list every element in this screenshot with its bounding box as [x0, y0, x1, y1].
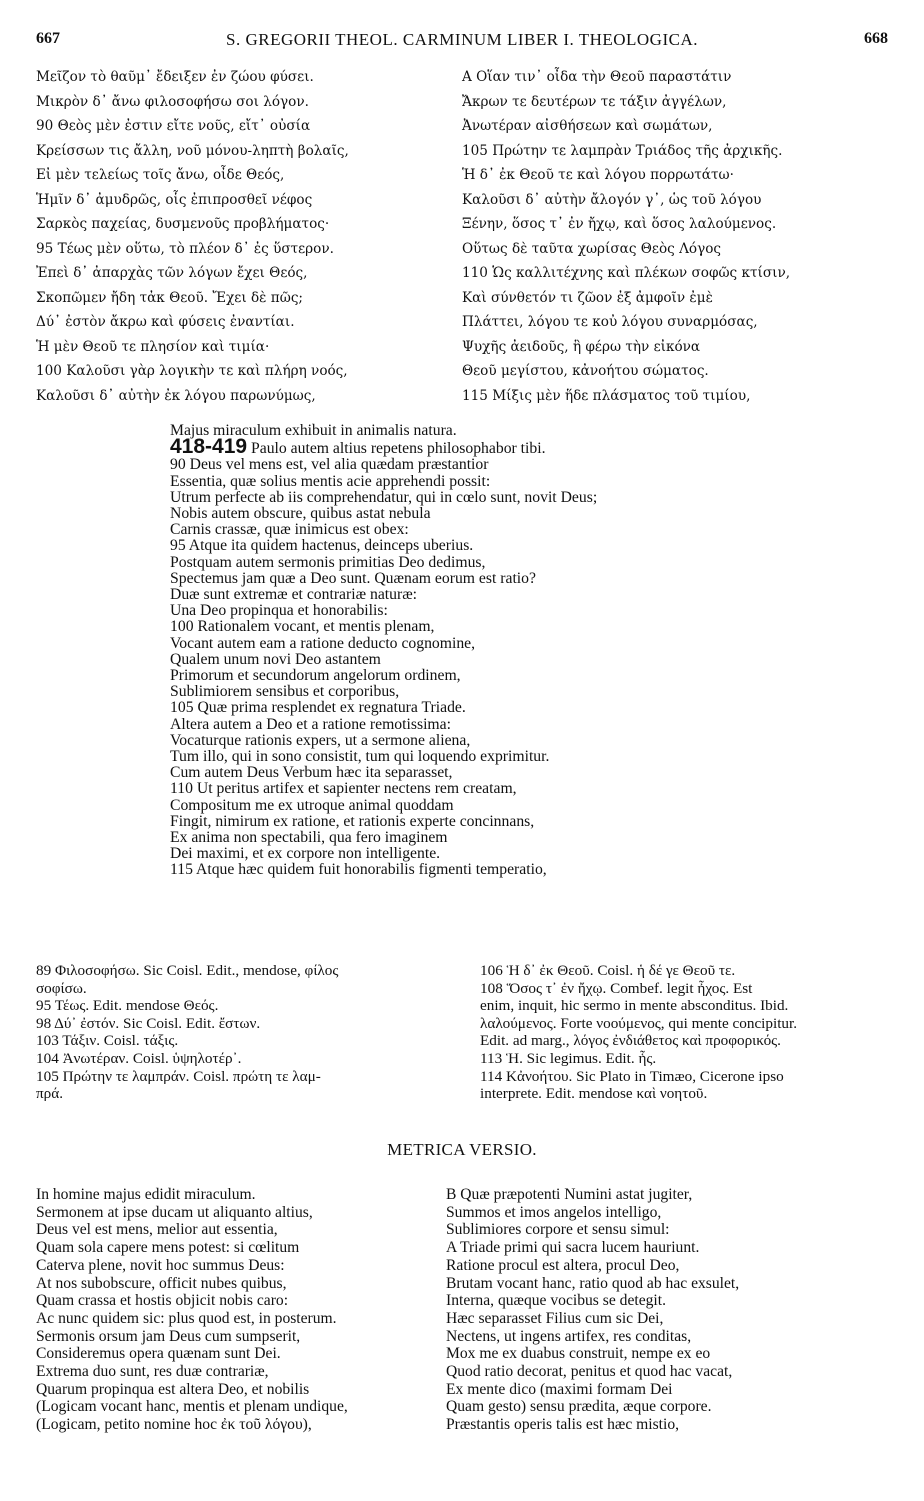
text-line: Καλοῦσι δ᾽ αὐτὴν ἄλογόν γ᾽, ὡς τοῦ λόγου — [462, 191, 762, 208]
text-line: Una Deo propinqua et honorabilis: — [170, 602, 388, 620]
text-line: 115 Μίξις μὲν ἥδε πλάσματος τοῦ τιμίου, — [462, 387, 751, 404]
text-line: 95 Atque ita quidem hactenus, deinceps uberius. — [170, 537, 474, 555]
latin-lines — [170, 457, 830, 878]
text-line: Sermonem at ipse ducam ut aliquanto altius, — [36, 1203, 313, 1221]
text-line: In homine majus edidit miraculum. — [36, 1186, 256, 1203]
text-line: Ἐπεὶ δ᾽ ἀπαρχὰς τῶν λόγων ἔχει Θεός, — [36, 265, 308, 281]
text-line: Summos et imos angelos intelligo, — [446, 1203, 662, 1221]
text-line: Ex anima non spectabili, qua fero imaginem — [170, 829, 448, 847]
text-line: 95 Τέως μὲν οὕτω, τὸ πλέον δ᾽ ἐς ὕστερον. — [36, 240, 334, 257]
text-line: Vocant autem eam a ratione deducto cognomine, — [170, 634, 476, 652]
text-line: 100 Καλοῦσι γὰρ λογικὴν τε καὶ πλήρη νοός, — [36, 363, 348, 379]
text-line: Interna, quæque vocibus se detegit. — [446, 1292, 666, 1310]
text-line: 115 Atque hæc quidem fuit honorabilis figmenti temperatio, — [170, 861, 547, 879]
text-line: enim, inquit, hic sermo in mente absconditus. Ibid. — [480, 997, 789, 1015]
footnotes-right-column — [480, 962, 900, 1103]
text-line: 113 Ἡ. Sic legimus. Edit. ἧς. — [480, 1049, 657, 1067]
text-line: Ἡμῖν δ᾽ ἀμυδρῶς, οἷς ἐπιπροσθεῖ νέφος — [36, 191, 313, 208]
text-line: Καλοῦσι δ᾽ αὐτὴν ἐκ λόγου παρωνύμως, — [36, 387, 316, 404]
latin-translation — [170, 423, 830, 879]
text-line: Μεῖζον τὸ θαῦμ᾽ ἔδειξεν ἐν ζώου φύσει. — [36, 69, 314, 85]
text-line: 104 Ἀνωτέραν. Coisl. ὑψηλοτέρ᾽. — [36, 1049, 242, 1067]
text-line: Deus vel est mens, melior aut essentia, — [36, 1221, 278, 1239]
text-line: Ex mente dico (maximi formam Dei — [446, 1380, 673, 1398]
text-line: Vocaturque rationis expers, ut a sermone aliena, — [170, 731, 471, 749]
text-line: Καὶ σύνθετόν τι ζῶον ἐξ ἀμφοῖν ἐμὲ — [462, 289, 713, 306]
text-line: Dei maximi, et ex corpore non intelligente. — [170, 845, 441, 863]
text-line: Consideremus opera quænam sunt Dei. — [36, 1345, 281, 1363]
text-line: 90 Θεὸς μὲν ἐστιν εἴτε νοῦς, εἴτ᾽ οὐσία — [36, 118, 311, 134]
text-line: Cum autem Deus Verbum hæc ita separasset, — [170, 764, 453, 782]
text-line: Sublimiorem sensibus et corporibus, — [170, 683, 400, 701]
text-line: 103 Τάξιν. Coisl. τάξις. — [36, 1032, 179, 1050]
text-line: Extrema duo sunt, res duæ contrariæ, — [36, 1363, 269, 1381]
text-line: 105 Πρώτην τε λαμπράν. Coisl. πρώτη τε λαμ- — [36, 1067, 321, 1085]
text-line: 100 Rationalem vocant, et mentis plenam, — [170, 618, 435, 636]
text-line: Σαρκὸς παχείας, δυσμενοῦς προβλήματος· — [36, 216, 330, 232]
text-line: Quod ratio decorat, penitus et quod hac vacat, — [446, 1363, 733, 1381]
text-line: Fingit, nimirum ex ratione, et rationis experte concinnans, — [170, 812, 535, 830]
text-line: (Logicam vocant hanc, mentis et plenam undique, — [36, 1398, 348, 1416]
greek-text-right-column — [462, 65, 912, 408]
latin-line-text: Paulo autem altius repetens philosophabor tibi. — [251, 440, 546, 458]
text-line: Ἡ μὲν Θεοῦ τε πλησίον καὶ τιμία· — [36, 338, 270, 355]
text-line: Qualem unum novi Deo astantem — [170, 650, 381, 668]
latin-line-with-column-number — [170, 435, 830, 459]
text-line: Ratione procul est altera, procul Deo, — [446, 1256, 680, 1274]
text-line: Σκοπῶμεν ἤδη τἀκ Θεοῦ. Ἔχει δὲ πῶς; — [36, 289, 304, 306]
text-line: Κρείσσων τις ἄλλη, νοῦ μόνου-ληπτὴ βολαῖς, — [36, 142, 349, 159]
greek-text-left-column — [36, 65, 446, 408]
text-line: 106 Ἡ δ᾽ ἐκ Θεοῦ. Coisl. ἡ δέ γε Θεοῦ τε. — [480, 962, 736, 979]
text-line: Primorum et secundorum angelorum ordinem, — [170, 667, 461, 685]
text-line: B Quæ præpotenti Numini astat jugiter, — [446, 1186, 693, 1203]
page-number-right: 668 — [864, 30, 888, 47]
text-line: Ἄκρων τε δευτέρων τε τάξιν ἀγγέλων, — [462, 93, 727, 110]
text-line: Compositum me ex utroque animal quoddam — [170, 796, 454, 814]
running-title: S. GREGORII THEOL. CARMINUM LIBER I. THEOLOGICA. — [226, 30, 698, 49]
text-line: Postquam autem sermonis primitias Deo dedimus, — [170, 553, 486, 571]
text-line: Carnis crassæ, quæ inimicus est obex: — [170, 521, 409, 539]
page-header — [0, 30, 924, 56]
text-line: Ἀνωτέραν αἰσθήσεων καὶ σωμάτων, — [462, 118, 713, 134]
latin-line: Majus miraculum exhibuit in animalis natura. — [170, 422, 457, 439]
text-line: Hæc separasset Filius cum sic Dei, — [446, 1309, 664, 1327]
text-line: Quam crassa et hostis objicit nobis caro: — [36, 1292, 289, 1310]
text-line: Εἰ μὲν τελείως τοῖς ἄνω, οἶδε Θεός, — [36, 167, 285, 183]
text-line: 108 Ὅσος τ᾽ ἐν ἤχῳ. Combef. legit ἦχος. Est — [480, 979, 753, 997]
text-line: Præstantis operis talis est hæc mistio, — [446, 1416, 680, 1434]
text-line: Μικρὸν δ᾽ ἄνω φιλοσοφήσω σοι λόγον. — [36, 93, 309, 110]
column-number: 418-419 — [170, 435, 248, 459]
text-line: Δύ᾽ ἐστὸν ἄκρω καὶ φύσεις ἐναντίαι. — [36, 314, 295, 330]
text-line: Θεοῦ μεγίστου, κἀνοήτου σώματος. — [462, 363, 709, 379]
text-line: Duæ sunt extremæ et contrariæ naturæ: — [170, 586, 418, 604]
text-line: (Logicam, petito nomine hoc ἐκ τοῦ λόγου), — [36, 1416, 312, 1434]
text-line: Quarum propinqua est altera Deo, et nobilis — [36, 1380, 310, 1398]
text-line: 89 Φιλοσοφήσω. Sic Coisl. Edit., mendose, φίλος — [36, 962, 339, 979]
text-line: Sermonis orsum jam Deus cum sumpserit, — [36, 1327, 301, 1345]
text-line: Utrum perfecte ab iis comprehendatur, qui in cœlo sunt, novit Deus; — [170, 488, 598, 506]
text-line: Ac nunc quidem sic: plus quod est, in posterum. — [36, 1309, 337, 1327]
text-line: Spectemus jam quæ a Deo sunt. Quænam eorum est ratio? — [170, 569, 536, 587]
text-line: A Οἵαν τιν᾽ οἶδα τὴν Θεοῦ παραστάτιν — [462, 69, 732, 85]
footnotes-left-column — [36, 962, 456, 1103]
text-line: Ξένην, ὅσος τ᾽ ἐν ἤχῳ, καὶ ὅσος λαλούμενος. — [462, 216, 777, 232]
text-line: 105 Quæ prima resplendet ex regnatura Triade. — [170, 699, 466, 717]
text-line: 110 Ὡς καλλιτέχνης καὶ πλέκων σοφῶς κτίσιν, — [462, 265, 791, 281]
text-line: 90 Deus vel mens est, vel alia quædam præstantior — [170, 456, 489, 474]
text-line: Nobis autem obscure, quibus astat nebula — [170, 505, 431, 523]
text-line: Quam sola capere mens potest: si cœlitum — [36, 1239, 300, 1257]
text-line: Caterva plene, novit hoc summus Deus: — [36, 1256, 285, 1274]
text-line: Altera autem a Deo et a ratione remotissima: — [170, 715, 451, 733]
text-line: Sublimiores corpore et sensu simul: — [446, 1221, 670, 1239]
text-line: Edit. ad marg., λόγος ἐνδιάθετος καὶ προφορικός. — [480, 1032, 781, 1050]
text-line: Nectens, ut ingens artifex, res conditas, — [446, 1327, 692, 1345]
text-line: At nos subobscure, officit nubes quibus, — [36, 1274, 287, 1292]
text-line: 98 Δύ᾽ ἐστόν. Sic Coisl. Edit. ἔστων. — [36, 1014, 261, 1032]
text-line: Οὕτως δὲ ταῦτα χωρίσας Θεὸς Λόγος — [462, 240, 721, 257]
text-line: λαλούμενος. Forte νοούμενος, qui mente concipitur. — [480, 1014, 798, 1032]
text-line: A Triade primi qui sacra lucem hauriunt. — [446, 1239, 700, 1257]
text-line: Ἡ δ᾽ ἐκ Θεοῦ τε καὶ λόγου πορρωτάτω· — [462, 167, 734, 183]
text-line: Quam gesto) sensu prædita, æque corpore. — [446, 1398, 712, 1416]
text-line: Tum illo, qui in sono consistit, tum qui loquendo exprimitur. — [170, 748, 550, 766]
text-line: 95 Τέως. Edit. mendose Θεός. — [36, 997, 219, 1015]
text-line: 105 Πρώτην τε λαμπρὰν Τριάδος τῆς ἀρχικῆς. — [462, 142, 783, 159]
text-line: 110 Ut peritus artifex et sapienter nectens rem creatam, — [170, 780, 517, 798]
text-line: Brutam vocant hanc, ratio quod ab hac exsulet, — [446, 1274, 740, 1292]
text-line: Essentia, quæ solius mentis acie apprehendi possit: — [170, 472, 491, 490]
section-title: METRICA VERSIO. — [387, 1140, 537, 1159]
text-line: Πλάττει, λόγου τε κοὐ λόγου συναρμόσας, — [462, 314, 758, 330]
text-line: interprete. Edit. mendose καὶ νοητοῦ. — [480, 1085, 708, 1103]
metrical-version-right-column — [446, 1186, 916, 1434]
text-line: 114 Κἀνοήτου. Sic Plato in Timæo, Cicerone ipso — [480, 1067, 784, 1085]
text-line: σοφίσω. — [36, 979, 87, 997]
text-line: πρά. — [36, 1085, 64, 1103]
page-number-left: 667 — [36, 30, 60, 47]
text-line: Mox me ex duabus construit, nempe ex eo — [446, 1345, 711, 1363]
text-line: Ψυχῆς ἀειδοῦς, ἣ φέρω τὴν εἰκόνα — [462, 338, 701, 355]
metrical-version-left-column — [36, 1186, 456, 1434]
